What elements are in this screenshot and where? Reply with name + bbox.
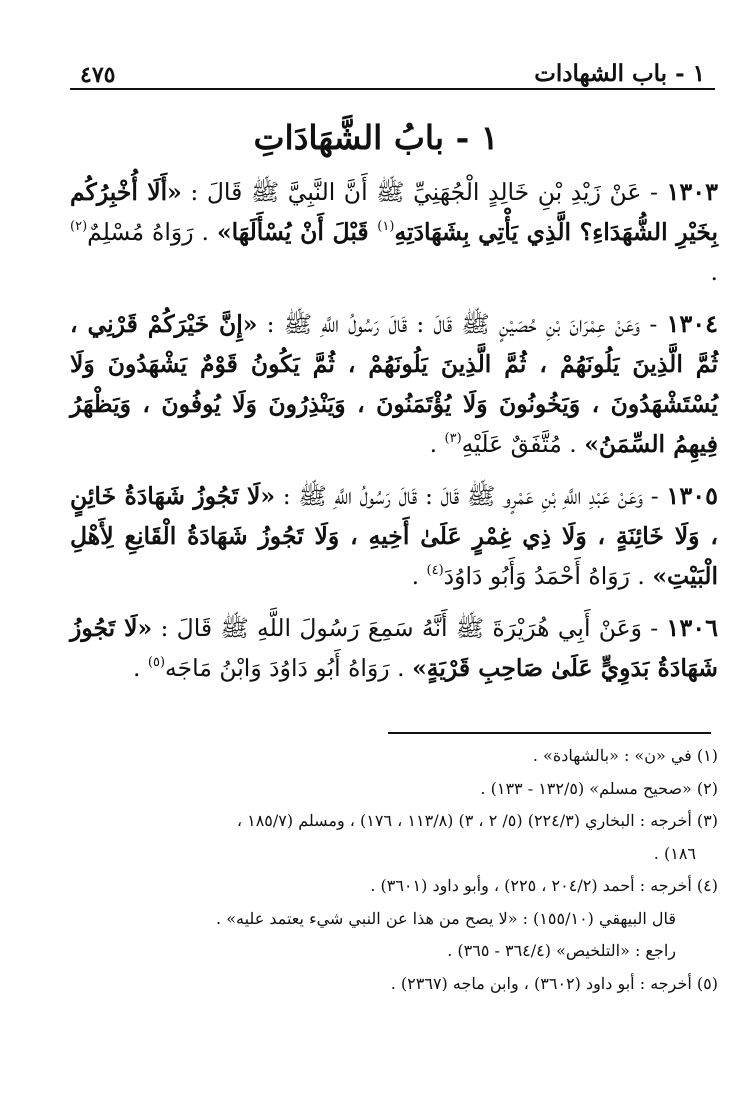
hadith-1305 — [70, 476, 718, 596]
footnote-4-note: قال البيهقي (١٥٥/١٠) : «لا يصح من هذا عن النبي شيء يعتمد عليه» . — [216, 908, 676, 928]
chapter-title: ١ - بابُ الشَّهَادَاتِ — [253, 118, 499, 157]
hadith-text — [70, 172, 718, 700]
hadith-number: ١٣٠٣ — [666, 177, 718, 206]
footnote-ref: (٥) — [147, 655, 166, 670]
hadith-number: ١٣٠٤ — [666, 309, 719, 338]
footnote-3: (٣) أخرجه : البخاري (٢٢٤/٣) (٥/ ٢ ، ٣) (١١٣/٨ ، ١٧٦) ، ومسلم (١٨٥/٧ ، — [236, 811, 718, 830]
footnote-3-cont: ١٨٦) . — [653, 843, 696, 863]
hadith-1303 — [70, 172, 718, 292]
footnote-divider — [388, 732, 711, 734]
footnote-ref: (٣) — [444, 431, 462, 446]
hadith-number: ١٣٠٦ — [666, 613, 718, 642]
footnote-1: (١) في «ن» : «بالشهادة» . — [532, 746, 718, 765]
hadith-end: . — [132, 654, 148, 682]
hadith-quote: «لَا تَجُوزُ شَهَادَةُ بَدَوِيٍّ عَلَىٰ صَاحِبِ قَرْيَةٍ» — [70, 614, 718, 682]
hadith-intro: - وَعَنْ عِمْرَانَ بْنِ حُصَيْنٍ ﷺ قَالَ : قَالَ رَسُولُ اللَّهِ ﷺ : — [257, 310, 667, 338]
hadith-source: . مُتَّفَقٌ عَلَيْهِ — [461, 430, 585, 458]
chapter-label: ١ - باب الشهادات — [534, 60, 705, 87]
hadith-intro: - وَعَنْ أَبِي هُرَيْرَةَ ﷺ أَنَّهُ سَمِعَ رَسُولَ اللَّهِ ﷺ قَالَ : — [152, 614, 667, 642]
hadith-end: . — [411, 562, 427, 590]
hadith-source: . رَوَاهُ أَحْمَدُ وَأَبُو دَاوُدَ — [443, 562, 653, 590]
hadith-1304 — [70, 304, 718, 464]
hadith-source: . رَوَاهُ مُسْلِمٌ — [87, 218, 217, 246]
hadith-end: . — [710, 258, 718, 286]
footnote-4-ref: راجع : «التلخيص» (٣٦٤/٤ - ٣٦٥) . — [447, 941, 676, 960]
hadith-source: . رَوَاهُ أَبُو دَاوُدَ وَابْنُ مَاجَه — [165, 654, 413, 682]
hadith-quote-cont: قَبْلَ أَنْ يُسْأَلَهَا» — [216, 218, 378, 246]
running-header — [70, 58, 715, 90]
footnote-ref: (٤) — [426, 563, 444, 578]
hadith-1306 — [70, 608, 718, 688]
hadith-end: . — [429, 430, 445, 458]
hadith-intro: - عَنْ زَيْدِ بْنِ خَالِدٍ الْجُهَنِيِّ ﷺ أَنَّ النَّبِيَّ ﷺ قَالَ : — [181, 178, 667, 206]
footnote-2: (٢) «صحيح مسلم» (١٣٢/٥ - ١٣٣) . — [480, 778, 718, 798]
page-number: ٤٧٥ — [80, 62, 116, 88]
hadith-number: ١٣٠٥ — [666, 481, 718, 510]
hadith-quote: «إِنَّ خَيْرَكُمْ قَرْنِي ، ثُمَّ الَّذِينَ يَلُونَهُمْ ، ثُمَّ الَّذِينَ يَلُونَهُمْ ، ثُمَّ يَكُونُ قَوْمٌ يَشْهَدُونَ وَلَا يُسْتَشْهَدُونَ ، وَيَخُونُونَ وَلَا يُؤْتَمَنُونَ ، وَيَنْذِرُونَ وَلَا يُوفُونَ ، وَيَظْهَرُ فِيهِمُ السِّمَنُ» — [70, 310, 718, 458]
hadith-quote: «أَلَا أُخْبِرُكُم بِخَيْرِ الشُّهَدَاءِ؟ الَّذِي يَأْتِي بِشَهَادَتِهِ — [70, 178, 719, 246]
footnote-ref: (١) — [377, 219, 395, 234]
footnote-4: (٤) أخرجه : أحمد (٢٠٤/٢ ، ٢٢٥) ، وأبو داود (٣٦٠١) . — [370, 876, 718, 895]
hadith-quote: «لَا تَجُوزُ شَهَادَةُ خَائِنٍ ، وَلَا خَائِنَةٍ ، وَلَا ذِي غِمْرٍ عَلَىٰ أَخِيهِ ، وَلَا تَجُوزُ شَهَادَةُ الْقَانِعِ لِأَهْلِ الْبَيْتِ» — [70, 482, 718, 590]
footnote-5: (٥) أخرجه : أبو داود (٣٦٠٢) ، وابن ماجه (٢٣٦٧) . — [390, 973, 718, 993]
footnotes — [70, 740, 718, 1000]
hadith-intro: - وَعَنْ عَبْدِ اللَّهِ بْنِ عَمْرٍو ﷺ قَالَ : قَالَ رَسُولُ اللَّهِ ﷺ : — [275, 482, 667, 510]
footnote-ref: (٢) — [70, 219, 88, 234]
